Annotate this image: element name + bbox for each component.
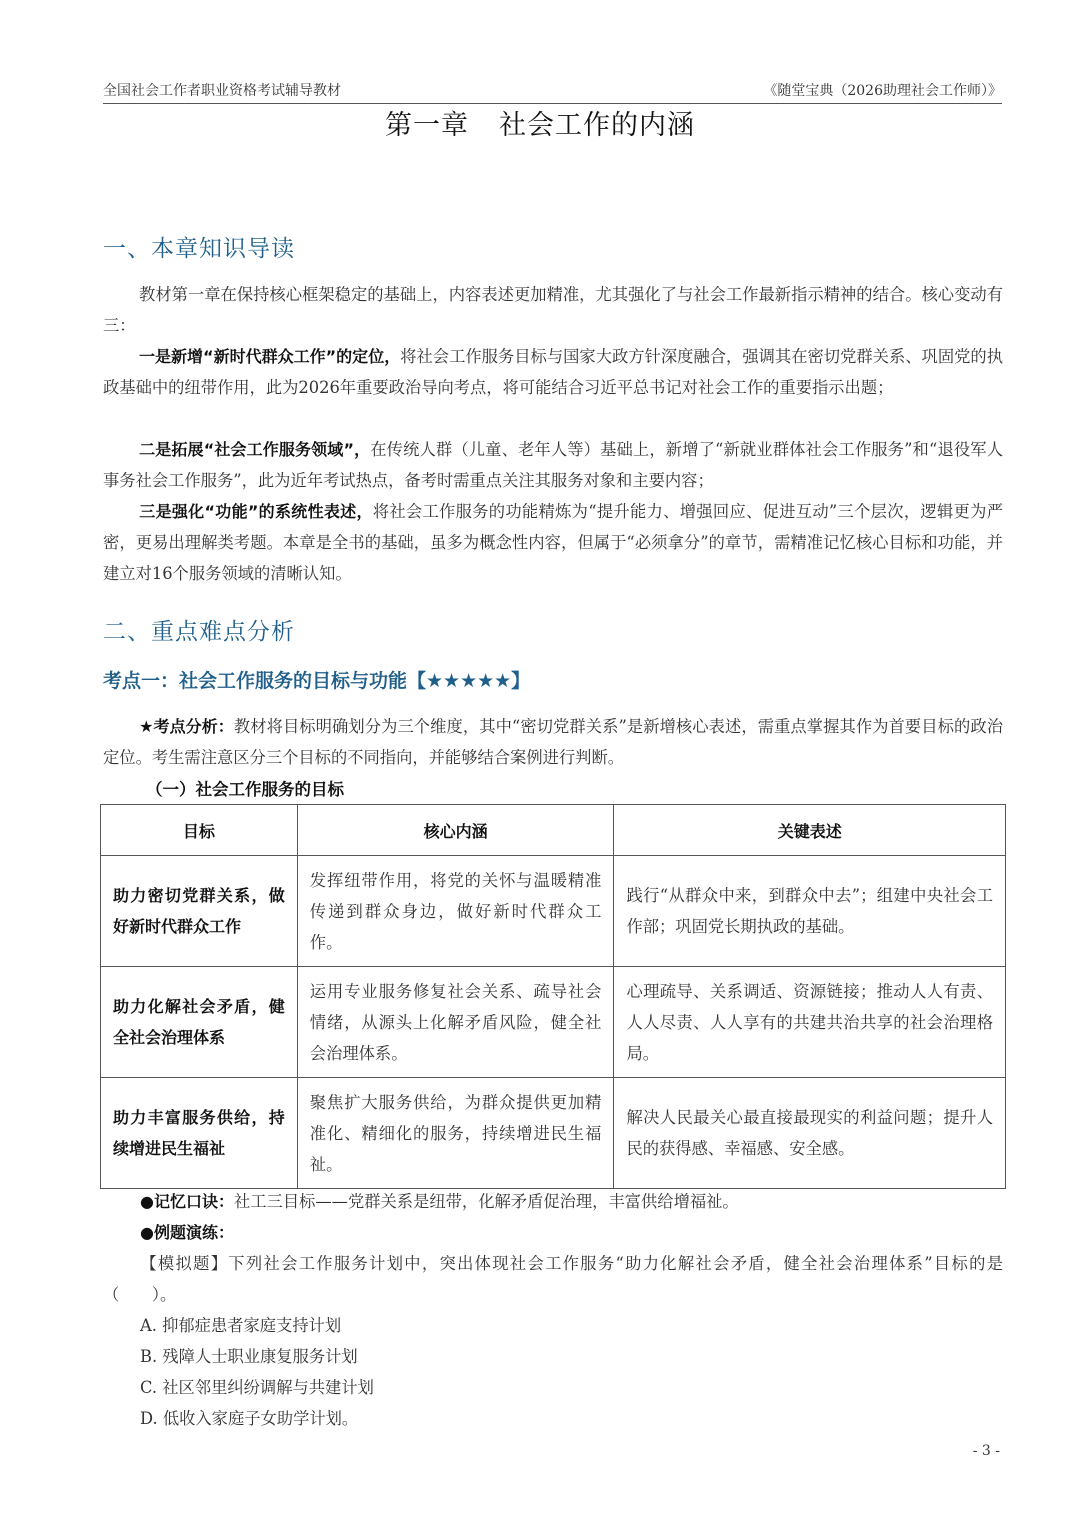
analysis-label: ★考点分析：: [139, 717, 234, 736]
point-two-bold: 二是拓展“社会工作服务领域”，: [139, 440, 371, 459]
example-label: ●例题演练：: [140, 1223, 234, 1242]
option-d: D. 低收入家庭子女助学计划。: [140, 1409, 359, 1428]
col-header-key: 关键表述: [614, 805, 1006, 856]
point-one-text: 将社会工作服务目标与国家大政方针深度融合，强调其在密切党群关系、巩固党的执政基础中的纽带作用，此为2026年重要政治导向考点，将可能结合习近平总书记对社会工作的重要指示出题；: [103, 347, 1003, 397]
header-left: 全国社会工作者职业资格考试辅导教材: [103, 83, 341, 99]
chapter-title: [0, 103, 1080, 142]
question: [103, 1248, 1003, 1310]
page-number: - 3 -: [972, 1443, 1000, 1459]
core-cell: 运用专业服务修复社会关系、疏导社会情绪，从源头上化解矛盾风险，健全社会治理体系。: [297, 967, 614, 1078]
example-label-line: [140, 1217, 234, 1248]
section1-heading: 一、本章知识导读: [103, 236, 295, 262]
table-row: [101, 856, 1006, 967]
mnemonic-label: ●记忆口诀：: [140, 1192, 234, 1211]
option-b: B. 残障人士职业康复服务计划: [140, 1347, 358, 1366]
table-header-row: [101, 805, 1006, 856]
goal-cell: 助力密切党群关系，做好新时代群众工作: [101, 856, 298, 967]
core-cell: 聚焦扩大服务供给，为群众提供更加精准化、精细化的服务，持续增进民生福祉。: [297, 1078, 614, 1189]
point-two: [103, 434, 1003, 496]
table-row: [101, 967, 1006, 1078]
section1-intro: [103, 279, 1003, 341]
chapter-number: 第一章: [385, 110, 469, 141]
kaodian-heading: 考点一：社会工作服务的目标与功能【★★★★★】: [103, 670, 531, 692]
analysis-text: 教材将目标明确划分为三个维度，其中“密切党群关系”是新增核心表述，需重点掌握其作为首要目标的政治定位。考生需注意区分三个目标的不同指向，并能够结合案例进行判断。: [103, 717, 1003, 767]
mnemonic-text: 社工三目标——党群关系是纽带，化解矛盾促治理，丰富供给增福祉。: [233, 1192, 739, 1211]
key-cell: 践行“从群众中来，到群众中去”；组建中央社会工作部；巩固党长期执政的基础。: [614, 856, 1006, 967]
core-cell: 发挥纽带作用，将党的关怀与温暖精准传递到群众身边，做好新时代群众工作。: [297, 856, 614, 967]
goal-cell: 助力化解社会矛盾，健全社会治理体系: [101, 967, 298, 1078]
key-cell: 心理疏导、关系调适、资源链接；推动人人有责、人人尽责、人人享有的共建共治共享的社会治理格局。: [614, 967, 1006, 1078]
question-text: 【模拟题】下列社会工作服务计划中，突出体现社会工作服务“助力化解社会矛盾，健全社会治理体系”目标的是（ ）。: [103, 1254, 1003, 1304]
key-cell: 解决人民最关心最直接最现实的利益问题；提升人民的获得感、幸福感、安全感。: [614, 1078, 1006, 1189]
goals-table: [100, 804, 1006, 1189]
point-two-text: 在传统人群（儿童、老年人等）基础上，新增了“新就业群体社会工作服务”和“退役军人事务社会工作服务”，此为近年考试热点，备考时需重点关注其服务对象和主要内容；: [103, 440, 1003, 490]
option-c: C. 社区邻里纠纷调解与共建计划: [140, 1378, 374, 1397]
chapter-name: 社会工作的内涵: [499, 110, 695, 141]
point-one-bold: 一是新增“新时代群众工作”的定位，: [139, 347, 401, 366]
point-one: [103, 341, 1003, 403]
col-header-core: 核心内涵: [297, 805, 614, 856]
point-three: [103, 496, 1003, 589]
point-three-bold: 三是强化“功能”的系统性表述，: [139, 502, 373, 521]
col-header-goal: 目标: [101, 805, 298, 856]
intro-text: 教材第一章在保持核心框架稳定的基础上，内容表述更加精准，尤其强化了与社会工作最新指示精神的结合。核心变动有三：: [103, 285, 1003, 335]
goal-cell: 助力丰富服务供给，持续增进民生福祉: [101, 1078, 298, 1189]
header-right: 《随堂宝典（2026助理社会工作师）》: [763, 83, 1002, 99]
mnemonic: [140, 1186, 739, 1217]
point-three-text: 将社会工作服务的功能精炼为“提升能力、增强回应、促进互动”三个层次，逻辑更为严密，更易出理解类考题。本章是全书的基础，虽多为概念性内容，但属于“必须拿分”的章节，需精准记忆核心目标和功能，并建立对16个服务领域的清晰认知。: [103, 502, 1003, 583]
kaodian-analysis: [103, 711, 1003, 773]
option-a: A. 抑郁症患者家庭支持计划: [140, 1316, 342, 1335]
running-header: [103, 76, 1002, 104]
section2-heading: 二、重点难点分析: [103, 619, 295, 645]
goals-subheading: （一）社会工作服务的目标: [146, 780, 344, 799]
table-row: [101, 1078, 1006, 1189]
